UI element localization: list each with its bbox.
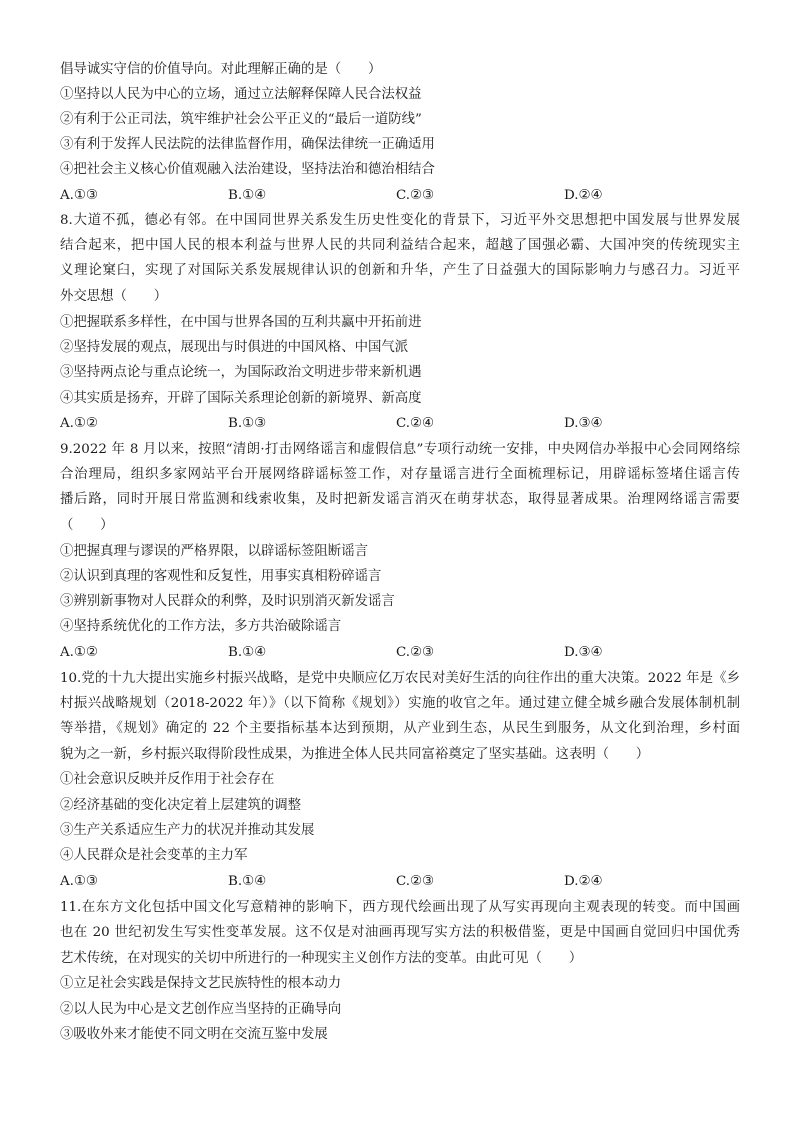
q11-stem-line: 11.在东方文化包括中国文化写意精神的影响下，西方现代绘画出现了从写实再现向主观表现的转变。而中国画 bbox=[60, 900, 740, 915]
q8-statement-2: ②坚持发展的观点，展现出与时俱进的中国风格、中国气派 bbox=[60, 340, 409, 355]
q10-statement-1: ①社会意识反映并反作用于社会存在 bbox=[60, 772, 275, 787]
q9-stem-line: 9.2022 年 8 月以来，按照“清朗·打击网络谣言和虚假信息”专项行动统一安排，中央网信办举报中心会同网络综 bbox=[60, 442, 740, 457]
q8-stem-line: 8.大道不孤，德必有邻。在中国同世界关系发生历史性变化的背景下，习近平外交思想把中国发展与世界发展 bbox=[60, 213, 740, 228]
q7-choice-c: C.②③ bbox=[396, 188, 435, 203]
q11-statement-3: ③吸收外来才能使不同文明在交流互鉴中发展 bbox=[60, 1027, 328, 1042]
q8-stem-line: 义理论窠臼，实现了对国际关系发展规律认识的创新和升华，产生了日益强大的国际影响力与感召力。习近平 bbox=[60, 263, 740, 278]
q9-stem-line: （ ） bbox=[60, 518, 114, 533]
q9-statement-2: ②认识到真理的客观性和反复性，用事实真相粉碎谣言 bbox=[60, 569, 382, 584]
q7-statement-3: ③有利于发挥人民法院的法律监督作用，确保法律统一正确适用 bbox=[60, 137, 435, 152]
q8-choice-b: B.①③ bbox=[228, 416, 267, 431]
q10-choice-d: D.②④ bbox=[564, 874, 603, 889]
q7-choice-a: A.①③ bbox=[60, 188, 98, 203]
q11-statement-1: ①立足社会实践是保持文艺民族特性的根本动力 bbox=[60, 976, 342, 991]
q11-statement-2: ②以人民为中心是文艺创作应当坚持的正确导向 bbox=[60, 1002, 342, 1017]
q10-statement-2: ②经济基础的变化决定着上层建筑的调整 bbox=[60, 798, 302, 813]
q10-choice-b: B.①④ bbox=[228, 874, 267, 889]
q9-statement-1: ①把握真理与谬误的严格界限，以辟谣标签阻断谣言 bbox=[60, 544, 368, 559]
q7-statement-2: ②有利于公正司法，筑牢维护社会公平正义的“最后一道防线” bbox=[60, 112, 422, 127]
q7-stem-tail: 倡导诚实守信的价值导向。对此理解正确的是（ ） bbox=[60, 62, 382, 77]
q8-choice-d: D.③④ bbox=[564, 416, 603, 431]
q7-statement-4: ④把社会主义核心价值观融入法治建设，坚持法治和德治相结合 bbox=[60, 162, 435, 177]
q10-statement-4: ④人民群众是社会变革的主力军 bbox=[60, 848, 248, 863]
q9-stem-line: 播后路，同时开展日常监测和线索收集，及时把新发谣言消灭在萌芽状态，取得显著成果。治理网络谣言需要 bbox=[60, 492, 740, 507]
q10-stem-line: 等举措，《规划》确定的 22 个主要指标基本达到预期，从产业到生态，从民生到服务，从文化到治理，乡村面 bbox=[60, 721, 740, 736]
q10-choice-a: A.①③ bbox=[60, 874, 98, 889]
q8-statement-3: ③坚持两点论与重点论统一，为国际政治文明进步带来新机遇 bbox=[60, 365, 422, 380]
q8-choice-c: C.②④ bbox=[396, 416, 435, 431]
q11-stem-line: 艺术传统，在对现实的关切中所进行的一种现实主义创作方法的变革。由此可见（ ） bbox=[60, 951, 583, 966]
q9-choice-a: A.①② bbox=[60, 645, 98, 660]
q9-statement-4: ④坚持系统优化的工作方法，多方共治破除谣言 bbox=[60, 619, 342, 634]
q8-statement-4: ④其实质是扬弃，开辟了国际关系理论创新的新境界、新高度 bbox=[60, 391, 422, 406]
q10-statement-3: ③生产关系适应生产力的状况并推动其发展 bbox=[60, 823, 315, 838]
q8-choice-a: A.①② bbox=[60, 416, 98, 431]
q7-choice-b: B.①④ bbox=[228, 188, 267, 203]
q9-choice-b: B.①④ bbox=[228, 645, 267, 660]
q7-choice-d: D.②④ bbox=[564, 188, 603, 203]
q10-stem-line: 10.党的十九大提出实施乡村振兴战略，是党中央顺应亿万农民对美好生活的向往作出的重大决策。2022 年是《乡 bbox=[60, 671, 740, 686]
q8-statement-1: ①把握联系多样性，在中国与世界各国的互利共赢中开拓前进 bbox=[60, 315, 422, 330]
q10-choice-c: C.②③ bbox=[396, 874, 435, 889]
q9-statement-3: ③辨别新事物对人民群众的利弊，及时识别消灭新发谣言 bbox=[60, 594, 395, 609]
q8-stem-line: 外交思想（ ） bbox=[60, 289, 168, 304]
q9-choice-d: D.③④ bbox=[564, 645, 603, 660]
q10-stem-line: 貌为之一新，乡村振兴取得阶段性成果，为推进全体人民共同富裕奠定了坚实基础。这表明（ ） bbox=[60, 747, 650, 762]
q9-choice-c: C.②③ bbox=[396, 645, 435, 660]
q8-stem-line: 结合起来，把中国人民的根本利益与世界人民的共同利益结合起来，超越了国强必霸、大国冲突的传统现实主 bbox=[60, 238, 740, 253]
q7-statement-1: ①坚持以人民为中心的立场，通过立法解释保障人民合法权益 bbox=[60, 87, 422, 102]
q9-stem-line: 合治理局，组织多家网站平台开展网络辟谣标签工作，对存量谣言进行全面梳理标记，用辟谣标签堵住谣言传 bbox=[60, 467, 740, 482]
q10-stem-line: 村振兴战略规划（2018-2022 年）》（以下简称《规划》）实施的收官之年。通过建立健全城乡融合发展体制机制 bbox=[60, 696, 740, 711]
q11-stem-line: 也在 20 世纪初发生写实性变革发展。这不仅是对油画再现写实方法的积极借鉴，更是中国画自觉回归中国优秀 bbox=[60, 925, 740, 940]
